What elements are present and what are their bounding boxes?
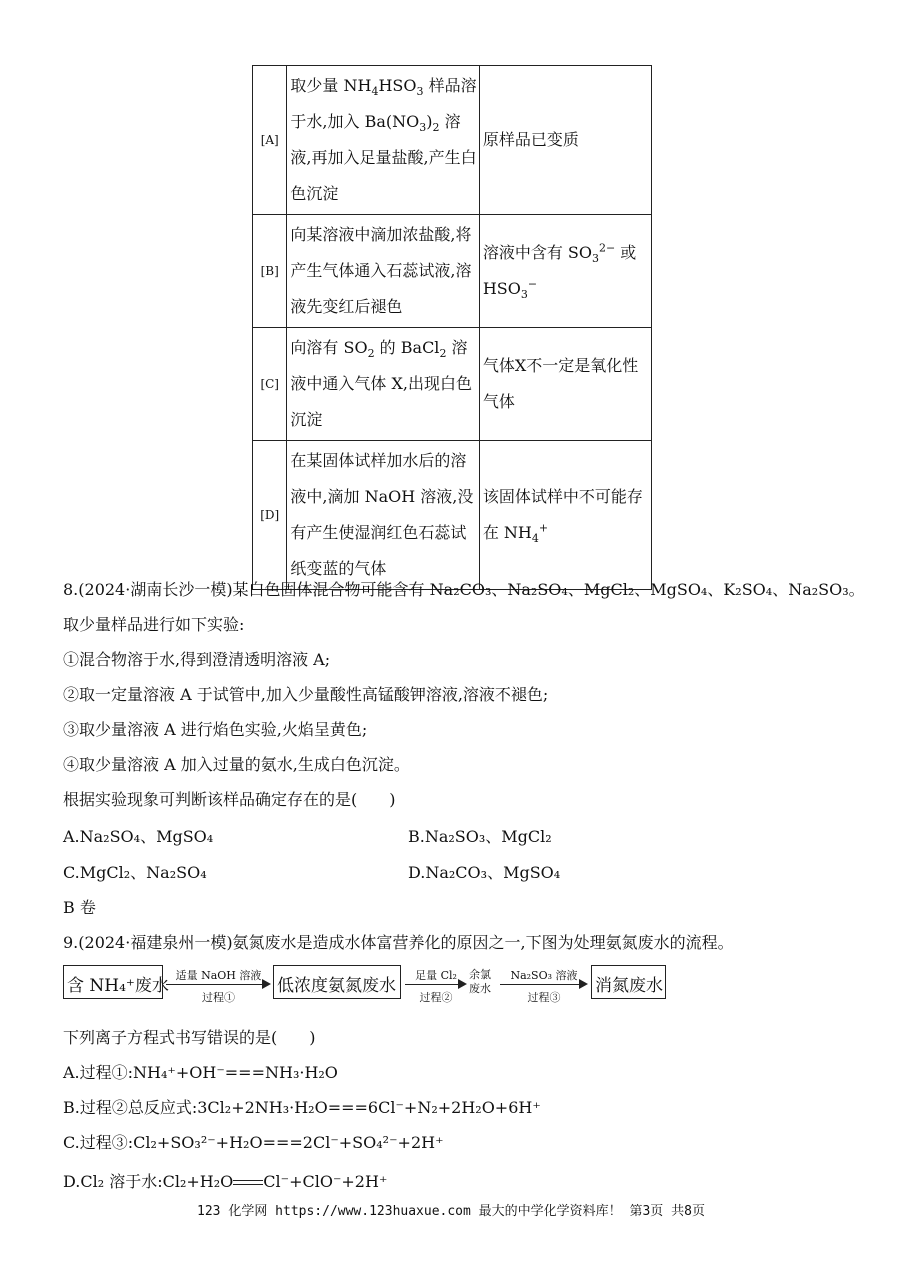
q8-stem: 8.(2024·湖南长沙一模)某白色固体混合物可能含有 Na₂CO₃、Na₂SO₄、MgCl₂、MgSO₄、K₂SO₄、Na₂SO₃。 bbox=[63, 580, 865, 599]
q8-intro: 取少量样品进行如下实验: bbox=[63, 615, 245, 634]
q8-question: 根据实验现象可判断该样品确定存在的是( ) bbox=[63, 790, 396, 809]
q9-option-c: C.过程③:Cl₂+SO₃²⁻+H₂O===2Cl⁻+SO₄²⁻+2H⁺ bbox=[63, 1133, 444, 1152]
flow-arrow-1 bbox=[166, 965, 271, 1005]
arrow-3-head bbox=[579, 979, 588, 989]
arrow-1-reagent: 适量 NaOH 溶液 bbox=[175, 969, 262, 982]
arrow-2-head bbox=[458, 979, 467, 989]
q8-step-3: ③取少量溶液 A 进行焰色实验,火焰呈黄色; bbox=[63, 720, 368, 739]
arrow-2-reagent: 足量 Cl₂ bbox=[415, 969, 457, 982]
conclusion-cell: 原样品已变质 bbox=[479, 66, 651, 215]
flow-arrow-2 bbox=[405, 965, 467, 1005]
option-tag: [C] bbox=[253, 328, 287, 441]
arrow-1-process: 过程① bbox=[202, 991, 235, 1004]
experiment-cell: 在某固体试样加水后的溶液中,滴加 NaOH 溶液,没有产生使湿润红色石蕊试纸变蓝的气体 bbox=[287, 441, 479, 590]
option-tag: [B] bbox=[253, 215, 287, 328]
option-tag: [A] bbox=[253, 66, 287, 215]
experiment-cell: 取少量 $NH_4HSO_3$ 样品溶于水,加入 $Ba(NO_3)_2$ 溶液,再加入足量盐酸,产生白色沉淀 bbox=[287, 66, 479, 215]
page-footer: 123 化学网 https://www.123huaxue.com 最大的中学化学资料库！ 第3页 共8页 bbox=[197, 1204, 705, 1219]
q9-stem: 9.(2024·福建泉州一模)氨氮废水是造成水体富营养化的原因之一,下图为处理氨氮废水的流程。 bbox=[63, 933, 734, 952]
arrow-3-reagent: Na₂SO₃ 溶液 bbox=[510, 969, 578, 982]
arrow-3-line bbox=[500, 984, 580, 985]
table-row bbox=[253, 441, 652, 590]
experiment-cell: 向溶有 $SO_2$ 的 BaCl$_2$ 溶液中通入气体 X,出现白色沉淀 bbox=[287, 328, 479, 441]
q8-option-a: A.Na₂SO₄、MgSO₄ bbox=[63, 827, 214, 846]
q8-step-4: ④取少量溶液 A 加入过量的氨水,生成白色沉淀。 bbox=[63, 755, 410, 774]
arrow-3-process: 过程③ bbox=[527, 991, 561, 1004]
q9-option-a: A.过程①:NH₄⁺+OH⁻===NH₃·H₂O bbox=[63, 1063, 338, 1082]
arrow-2-process: 过程② bbox=[419, 991, 453, 1004]
table-row bbox=[253, 66, 652, 215]
flow-arrow-3 bbox=[500, 965, 588, 1005]
conclusion-cell: 气体X不一定是氧化性气体 bbox=[479, 328, 651, 441]
arrow-2-line bbox=[405, 984, 459, 985]
flow-box-source: 含 NH₄⁺废水 bbox=[63, 965, 163, 999]
q9-option-b: B.过程②总反应式:3Cl₂+2NH₃·H₂O===6Cl⁻+N₂+2H₂O+6H⁺ bbox=[63, 1098, 541, 1117]
arrow-1-head bbox=[262, 979, 271, 989]
experiment-cell: 向某溶液中滴加浓盐酸,将产生气体通入石蕊试液,溶液先变红后褪色 bbox=[287, 215, 479, 328]
q8-step-1: ①混合物溶于水,得到澄清透明溶液 A; bbox=[63, 650, 331, 669]
q9-question: 下列离子方程式书写错误的是( ) bbox=[63, 1028, 316, 1047]
flow-residual-chlorine: 余氯废水 bbox=[469, 968, 491, 995]
section-b-heading: B 卷 bbox=[63, 898, 96, 917]
table-row bbox=[253, 215, 652, 328]
flow-box-low-ammonia: 低浓度氨氮废水 bbox=[273, 965, 401, 999]
q8-option-b: B.Na₂SO₃、MgCl₂ bbox=[408, 827, 552, 846]
q8-option-c: C.MgCl₂、Na₂SO₄ bbox=[63, 863, 207, 882]
conclusion-cell: 该固体试样中不可能存在 $NH_4^+$ bbox=[479, 441, 651, 590]
equilibrium-arrow-icon bbox=[233, 1178, 263, 1188]
q9-option-d: D.Cl₂ 溶于水:Cl₂+H₂O Cl⁻+ClO⁻+2H⁺ bbox=[63, 1172, 388, 1191]
conclusion-cell: 溶液中含有 $SO_3^{2-}$ 或 $HSO_3^-$ bbox=[479, 215, 651, 328]
arrow-1-line bbox=[166, 984, 263, 985]
option-tag: [D] bbox=[253, 441, 287, 590]
table-row bbox=[253, 328, 652, 441]
q8-option-d: D.Na₂CO₃、MgSO₄ bbox=[408, 863, 561, 882]
options-table bbox=[252, 65, 652, 590]
q8-step-2: ②取一定量溶液 A 于试管中,加入少量酸性高锰酸钾溶液,溶液不褪色; bbox=[63, 685, 549, 704]
flow-box-denitrified: 消氮废水 bbox=[591, 965, 666, 999]
